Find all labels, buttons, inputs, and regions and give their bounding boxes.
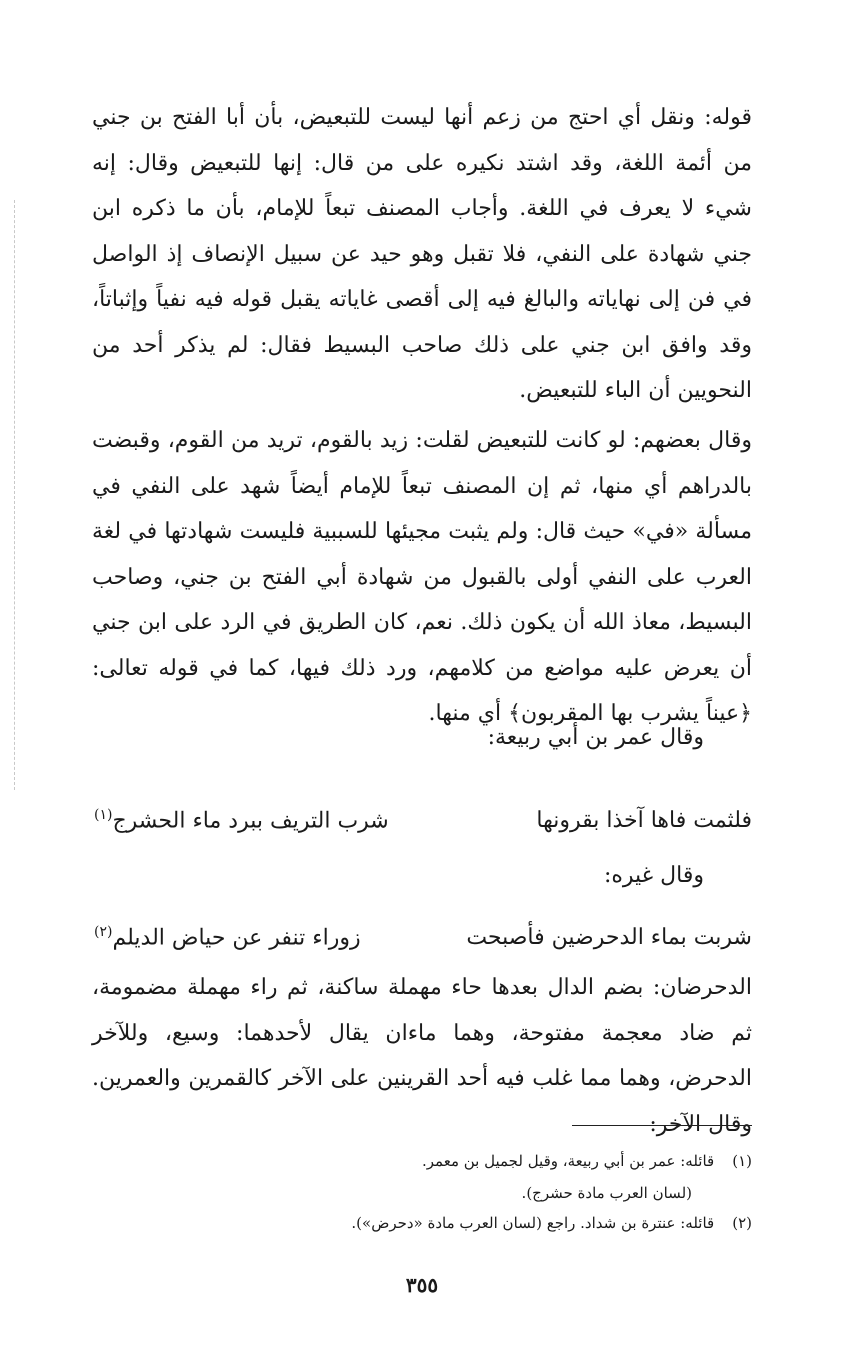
footnote-2	[180, 1210, 752, 1236]
verse-1-second-text: شرب التريف ببرد ماء الحشرج	[112, 808, 389, 834]
verse-1-first-hemistich: فلثمت فاها آخذا بقرونها	[536, 808, 752, 834]
verse-2-second-text: زوراء تنفر عن حياض الديلم	[112, 925, 361, 951]
verse-1-second-hemistich	[92, 795, 389, 841]
paragraph-2: وقال بعضهم: لو كانت للتبعيض لقلت: زيد بالقوم، تريد من القوم، وقبضت بالدراهم أي منها، ثم إن المصنف تبعاً للإمام أيضاً شهد على النفي في مسألة «في» حيث قال: ولم يثبت مجيئها للسببية فليست شهادتها في لغة العرب على النفي أولى بالقبول من شهادة أبي الفتح بن جني، وصاحب البسيط، معاذ الله أن يكون ذلك. نعم، كان الطريق في الرد على ابن جني أن يعرض عليه مواضع من كلامهم، ورد ذلك فيها، كما في قوله تعالى: ﴿عيناً يشرب بها المقربون﴾ أي منها.	[92, 428, 752, 726]
paragraph-3: الدحرضان: بضم الدال بعدها حاء مهملة ساكنة، ثم راء مهملة مضمومة، ثم ضاد معجمة مفتوحة، وهما ماءان يقال لأحدهما: وسيع، وللآخر الدحرض، وهما مما غلب فيه أحد القرينين على الآخر كالقمرين والعمرين. وقال الآخر:	[92, 975, 752, 1137]
footnote-1-number: (١)	[732, 1152, 752, 1170]
footnote-1-continuation: (لسان العرب مادة حشرج).	[521, 1184, 692, 1202]
footnote-ref-2: (٢)	[94, 924, 113, 940]
page-number: ٣٥٥	[405, 1273, 439, 1297]
verse-2-second-hemistich	[92, 912, 361, 958]
footnote-ref-1: (١)	[94, 807, 113, 823]
footnote-divider	[572, 1125, 752, 1126]
footnote-1-text: قائله: عمر بن أبي ربيعة، وقيل لجميل بن معمر.	[422, 1152, 715, 1170]
poem-verse-1	[92, 795, 752, 841]
footnote-2-text: قائله: عنترة بن شداد. راجع (لسان العرب مادة «دحرض»).	[351, 1214, 715, 1232]
verse-intro-1: وقال عمر بن أبي ربيعة:	[487, 725, 704, 750]
verse-intro-2: وقال غيره:	[603, 863, 704, 888]
poem-verse-2	[92, 912, 752, 958]
paragraph-1: قوله: ونقل أي احتج من زعم أنها ليست للتبعيض، بأن أبا الفتح بن جني من أئمة اللغة، وقد اشتد نكيره على من قال: إنها للتبعيض وقال: إنه شيء لا يعرف في اللغة. وأجاب المصنف تبعاً للإمام، بأن ما ذكره ابن جني شهادة على النفي، فلا تقبل وهو حيد عن سبيل الإنصاف إذ الواصل في فن إلى نهاياته والبالغ فيه إلى أقصى غاياته يقبل قوله فيه نفياً وإثباتاً، وقد وافق ابن جني على ذلك صاحب البسيط فقال: لم يذكر أحد من النحويين أن الباء للتبعيض.	[92, 105, 752, 403]
scan-margin-line	[14, 200, 15, 790]
footnote-2-number: (٢)	[732, 1214, 752, 1232]
verse-2-first-hemistich: شربت بماء الدحرضين فأصبحت	[466, 925, 752, 951]
footnote-1	[180, 1148, 752, 1174]
